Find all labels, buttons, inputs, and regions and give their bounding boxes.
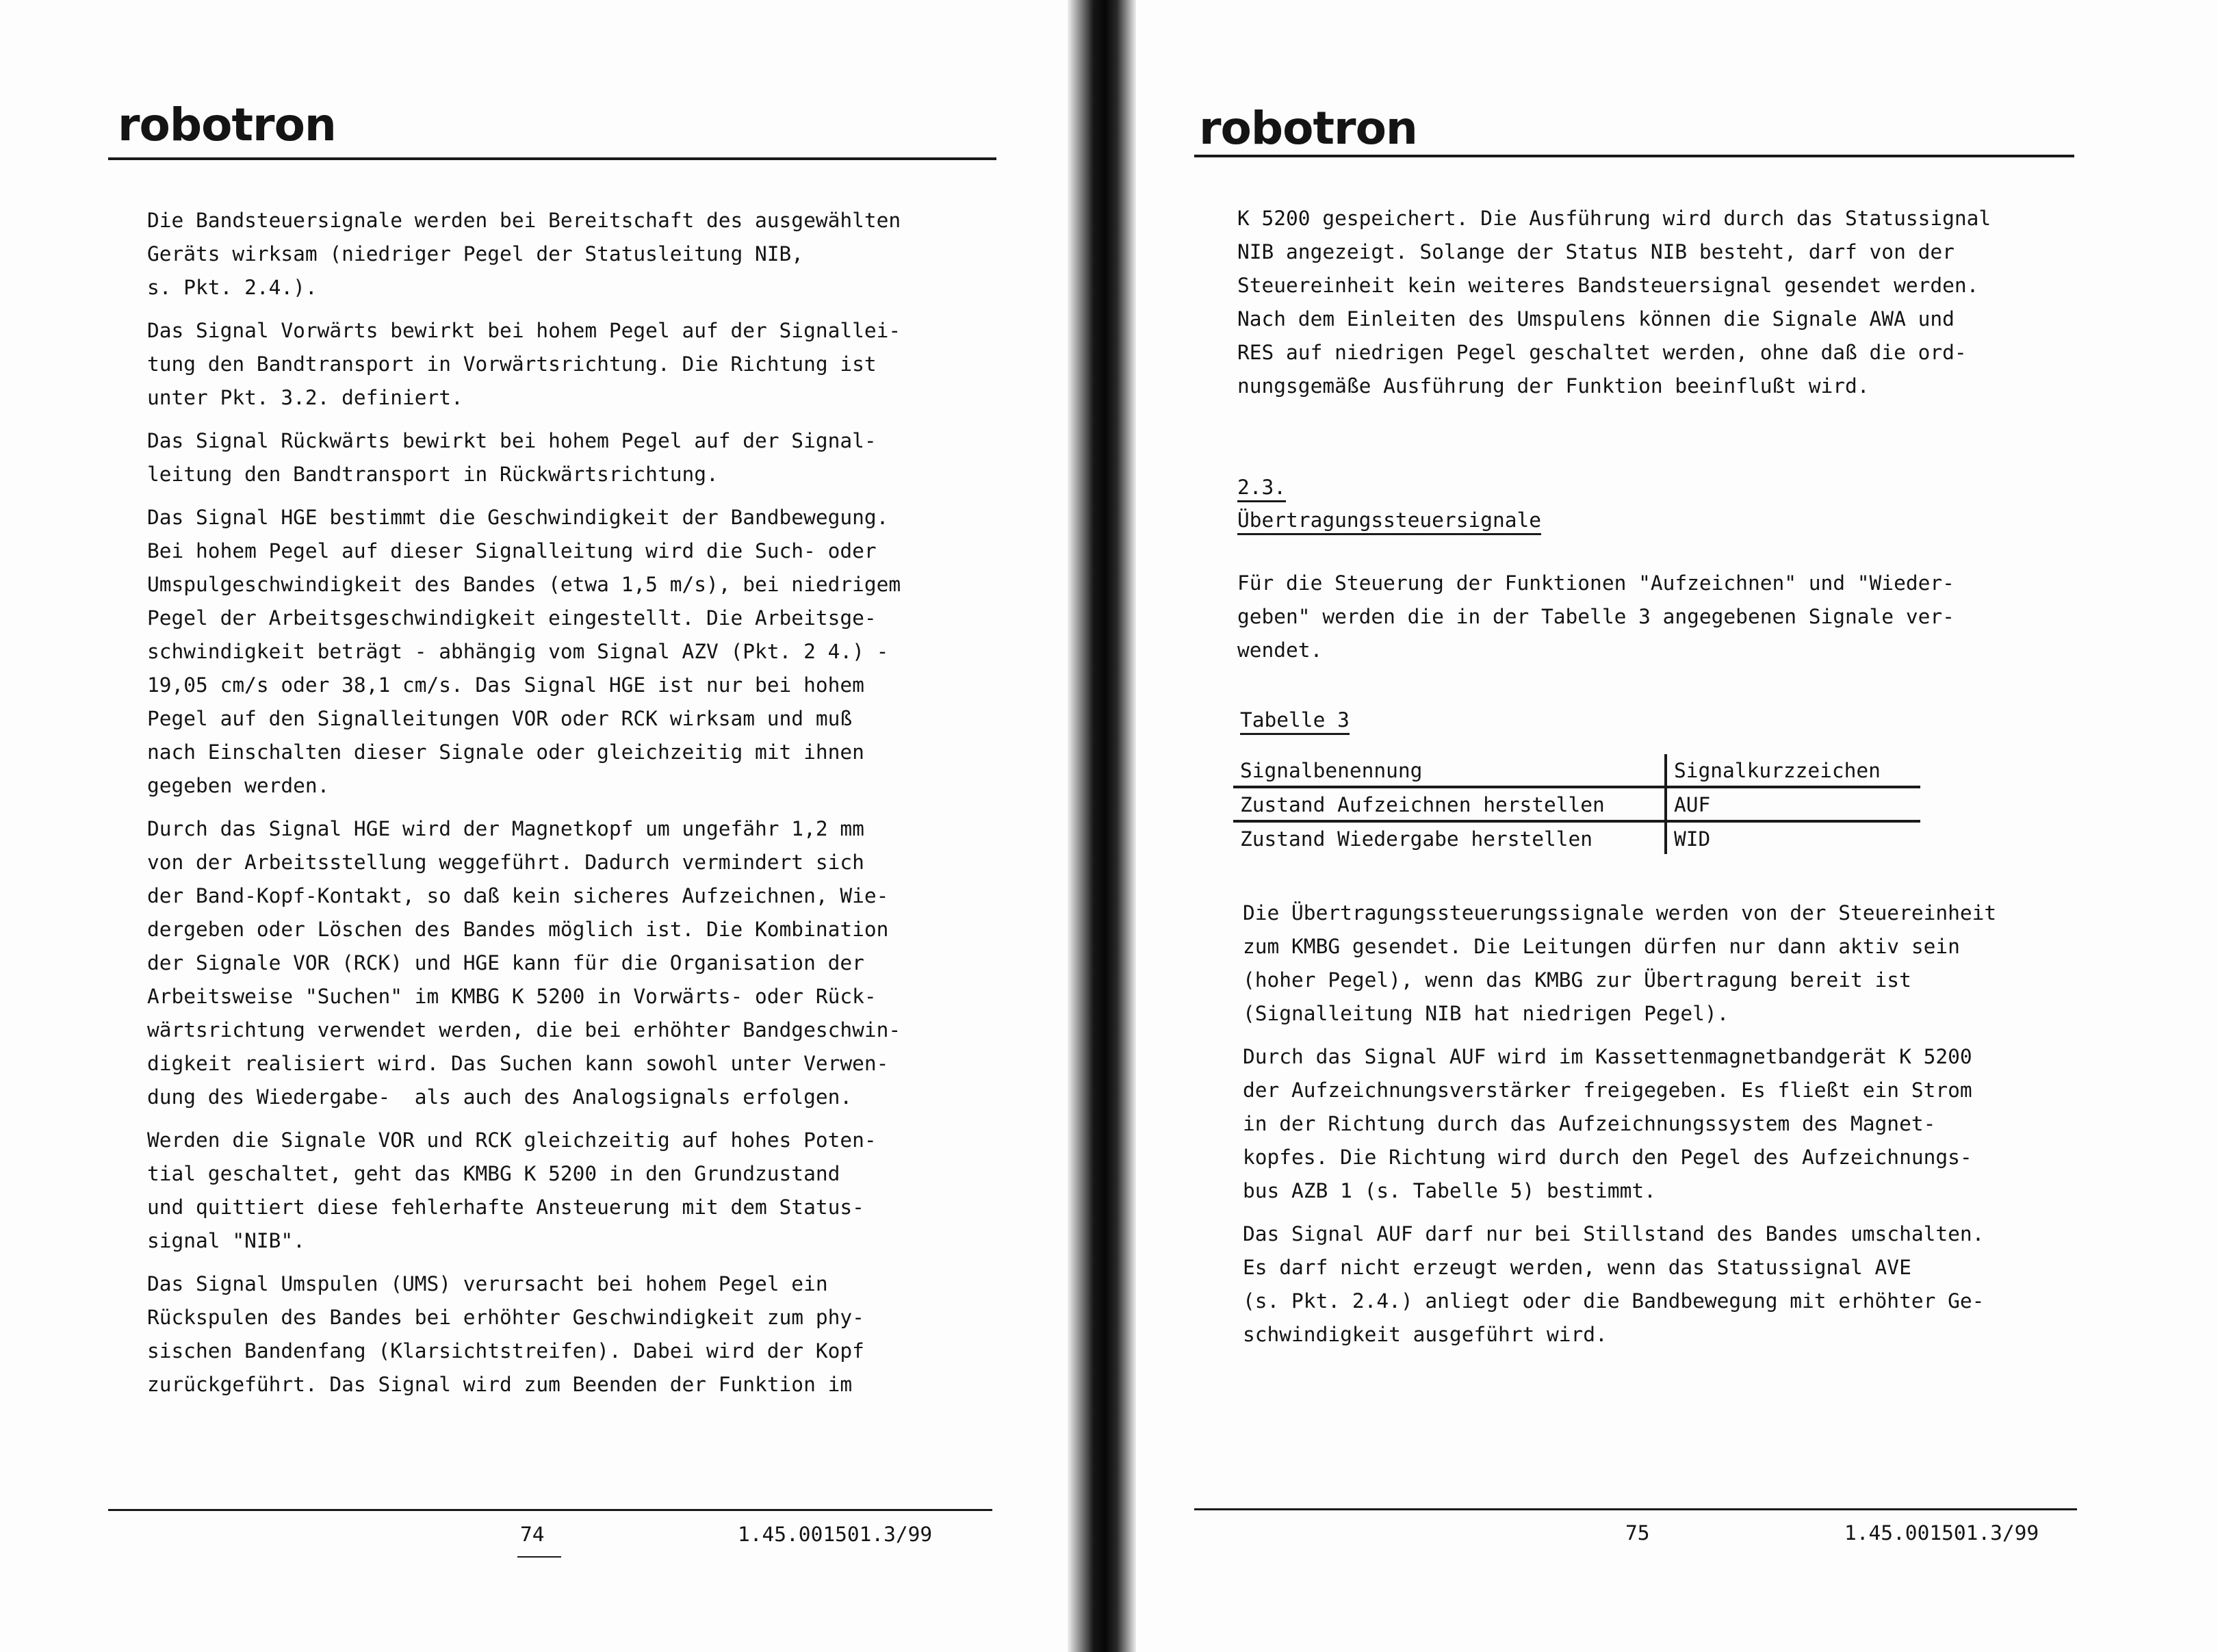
header-rule [108,157,996,160]
document-code: 1.45.001501.3/99 [738,1523,933,1546]
right-intro-text [1237,202,1991,413]
paragraph: Das Signal Umspulen (UMS) verursacht bei hohem Pegel ein Rückspulen des Bandes bei erhöhter Geschwindigkeit zum phy- sischen Bandenfang (Klarsichtstreifen). Dabei wird der Kopf zurückgeführt. Das Signal wird zum Beenden der Funktion im [147,1272,864,1396]
signal-table [1233,754,1920,854]
paragraph: Die Übertragungssteuerungssignale werden von der Steuereinheit zum KMBG gesendet. Die Leitungen dürfen nur dann aktiv sein (hoher Pegel), wenn das KMBG zur Übertragung bereit ist (Signalleitung NIB hat niedrigen Pegel). [1243,901,1997,1025]
right-body-text [1243,896,1996,1361]
robotron-logo: robotron [1199,102,1417,155]
footer-rule [108,1509,992,1511]
paragraph: Das Signal AUF darf nur bei Stillstand des Bandes umschalten. Es darf nicht erzeugt werden, wenn das Statussignal AVE (s. Pkt. 2.4.) anliegt oder die Bandbewegung mit erhöhter Ge- schwindigkeit ausgeführt wird. [1243,1222,1985,1346]
right-page [1136,0,2218,1652]
paragraph: Das Signal HGE bestimmt die Geschwindigkeit der Bandbewegung. Bei hohem Pegel auf dieser Signalleitung wird die Such- oder Umspulgeschwindigkeit des Bandes (etwa 1,5 m/s), bei niedrigem Pegel der Arbeitsgeschwindigkeit eingestellt. Die Arbeitsge- schwindigkeit beträgt - abhängig vom Signal AZV (Pkt. 2 4.) - 19,05 cm/s oder 38,1 cm/s. Das Signal HGE ist nur bei hohem Pegel auf den Signalleitungen VOR oder RCK wirksam und muß nach Einschalten dieser Signale oder gleichzeitig mit ihnen gegeben werden. [147,506,901,797]
paragraph: Durch das Signal HGE wird der Magnetkopf um ungefähr 1,2 mm von der Arbeitsstellung weggeführt. Dadurch vermindert sich der Band-Kopf-Kontakt, so daß kein sicheres Aufzeichnen, Wie- dergeben oder Löschen des Bandes möglich ist. Die Kombination der Signale VOR (RCK) und HGE kann für die Organisation der Arbeitsweise "Suchen" im KMBG K 5200 in Vorwärts- oder Rück- wärtsrichtung verwendet werden, die bei erhöhter Bandgeschwin- digkeit realisiert wird. Das Suchen kann sowohl unter Verwen- dung des Wiedergabe- als auch des Analogsignals erfolgen. [147,817,901,1109]
table-header-row [1233,754,1920,787]
left-page [0,0,1068,1652]
section-title: Übertragungssteuersignale [1237,504,1541,537]
footer-rule [1194,1508,2077,1510]
paragraph: Werden die Signale VOR und RCK gleichzeitig auf hohes Poten- tial geschaltet, geht das KMBG K 5200 in den Grundzustand und quittiert diese fehlerhafte Ansteuerung mit dem Status- signal "NIB". [147,1128,877,1252]
page-number: 74 [520,1523,545,1546]
book-gutter [1068,0,1136,1652]
header-rule [1194,155,2074,157]
table-header-cell: Signalkurzzeichen [1666,754,1920,787]
paragraph: Für die Steuerung der Funktionen "Aufzeichnen" und "Wieder- geben" werden die in der Tabelle 3 angegebenen Signale ver- wendet. [1237,571,1955,662]
table-caption: Tabelle 3 [1240,704,1350,737]
table-cell: AUF [1666,787,1920,821]
table-cell: Zustand Aufzeichnen herstellen [1233,787,1666,821]
table-header-cell: Signalbenennung [1233,754,1666,787]
page-number: 75 [1625,1521,1650,1545]
paragraph: K 5200 gespeichert. Die Ausführung wird durch das Statussignal NIB angezeigt. Solange der Status NIB besteht, darf von der Steuereinheit kein weiteres Bandsteuersignal gesendet werden. Nach dem Einleiten des Umspulens können die Signale AWA und RES auf niedrigen Pegel geschaltet werden, ohne daß die ord- nungsgemäße Ausführung der Funktion beeinflußt wird. [1237,207,1991,398]
robotron-logo: robotron [118,99,336,151]
page-number-underline [517,1556,561,1558]
table-row [1233,821,1920,854]
section-intro-text [1237,567,1955,677]
table-cell: Zustand Wiedergabe herstellen [1233,821,1666,854]
section-number: 2.3. [1237,471,1286,504]
left-body-text [147,204,901,1411]
paragraph: Durch das Signal AUF wird im Kassettenmagnetbandgerät K 5200 der Aufzeichnungsverstärker freigegeben. Es fließt ein Strom in der Richtung durch das Aufzeichnungssystem des Magnet- kopfes. Die Richtung wird durch den Pegel des Aufzeichnungs- bus AZB 1 (s. Tabelle 5) bestimmt. [1243,1045,1972,1202]
paragraph: Das Signal Vorwärts bewirkt bei hohem Pegel auf der Signallei- tung den Bandtransport in Vorwärtsrichtung. Die Richtung ist unter Pkt. 3.2. definiert. [147,319,901,409]
paragraph: Das Signal Rückwärts bewirkt bei hohem Pegel auf der Signal- leitung den Bandtransport in Rückwärtsrichtung. [147,429,877,486]
paragraph: Die Bandsteuersignale werden bei Bereitschaft des ausgewählten Geräts wirksam (niedriger Pegel der Statusleitung NIB, s. Pkt. 2.4.). [147,209,901,299]
table-cell: WID [1674,827,1711,851]
table-row [1233,787,1920,821]
document-code: 1.45.001501.3/99 [1844,1521,2039,1545]
